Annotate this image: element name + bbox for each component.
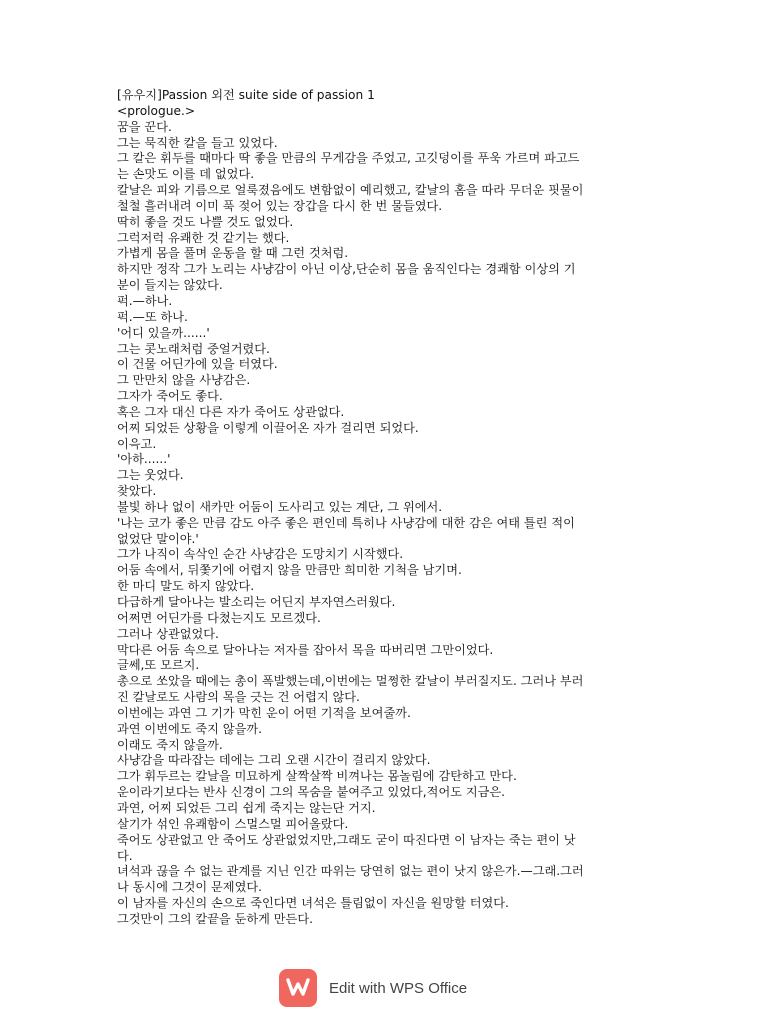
text-line: 나 동시에 그것이 문제였다. [117,880,263,895]
text-line: 그러나 상관없었다. [117,626,219,641]
text-line: [유우지]Passion 외전 suite side of passion 1 [117,88,375,102]
text-line: 혹은 그자 대신 다른 자가 죽어도 상관없다. [117,404,345,419]
text-line: 그 칼은 휘두를 때마다 딱 좋을 만큼의 무게감을 주었고, 고깃덩이를 푸욱 가르며 파고드 [117,151,580,166]
text-line: 분이 들지는 않았다. [117,278,223,293]
text-line: 그는 웃었다. [117,468,184,483]
text-line: 살기가 섞인 유쾌함이 스멀스멀 피어올랐다. [117,816,349,831]
text-line: 꿈을 꾼다. [117,119,172,134]
text-line: 그가 나직이 속삭인 순간 사냥감은 도망치기 시작했다. [117,547,404,562]
text-line: 이윽고. [117,436,157,451]
wps-w-glyph-icon [286,977,310,999]
text-line: 딱히 좋을 것도 나쁠 것도 없었다. [117,214,294,229]
wps-logo-icon [279,969,317,1007]
text-line: 한 마디 말도 하지 않았다. [117,579,255,594]
document-body [117,88,653,928]
text-line: 그가 휘두르는 칼날을 미묘하게 살짝살짝 비껴나는 몸놀림에 감탄하고 만다. [117,769,517,784]
text-line: 이 남자를 자신의 손으로 죽인다면 녀석은 틀림없이 자신을 원망할 터였다. [117,896,509,911]
text-line: '나는 코가 좋은 만큼 감도 아주 좋은 편인데 특히나 사냥감에 대한 감은 여태 틀린 적이 [117,515,575,530]
text-line: 그 만만치 않을 사냥감은. [117,373,251,388]
edit-with-wps-banner[interactable] [279,969,467,1007]
text-line: <prologue.> [117,103,196,118]
text-line: 운이라기보다는 반사 신경이 그의 목숨을 붙여주고 있었다,적어도 지금은. [117,785,506,800]
text-line: 다급하게 달아나는 발소리는 어딘지 부자연스러웠다. [117,595,396,609]
text-line: 어쩌면 어딘가를 다쳤는지도 모르겠다. [117,610,321,625]
text-line: 하지만 정작 그가 노리는 사냥감이 아닌 이상,단순히 몸을 움직인다는 경쾌함 이상의 기 [117,262,576,277]
text-line: 이 건물 어딘가에 있을 터였다. [117,357,278,372]
text-line: 이래도 죽지 않을까. [117,737,223,752]
text-line: 어찌 되었든 상황을 이렇게 이끌어온 자가 걸리면 되었다. [117,420,419,435]
text-line: 글쎄,또 모르지. [117,658,200,673]
text-line: 없었단 말이야.' [117,531,199,546]
text-line: 그럭저럭 유쾌한 것 같기는 했다. [117,230,290,245]
text-line: 과연, 어찌 되었든 그리 쉽게 죽지는 않는단 거지. [117,800,376,815]
text-line: '아하......' [117,452,171,467]
text-line: 그것만이 그의 칼끝을 둔하게 만든다. [117,911,313,926]
text-line: 퍽.—또 하나. [117,309,188,324]
text-line: 진 칼날로도 사람의 목을 긋는 건 어렵지 않다. [117,690,360,705]
text-line: 다. [117,848,133,863]
text-line: 어둠 속에서, 뒤쫓기에 어렵지 않을 만큼만 희미한 기척을 남기며. [117,563,462,578]
text-line: 과연 이번에도 죽지 않을까. [117,721,263,736]
text-line: 는 손맛도 이를 데 없었다. [117,167,255,182]
text-line: 죽어도 상관없고 안 죽어도 상관없었지만,그래도 굳이 따진다면 이 남자는 죽는 편이 낫 [117,832,576,847]
text-line: 찾았다. [117,484,157,499]
text-line: '어디 있을까......' [117,325,210,340]
text-line: 그는 묵직한 칼을 들고 있었다. [117,135,278,150]
text-line: 이번에는 과연 그 기가 막힌 운이 어떤 기적을 보여줄까. [117,705,411,720]
text-line: 퍽.—하나. [117,293,173,308]
text-line: 총으로 쏘았을 때에는 총이 폭발했는데,이번에는 멀쩡한 칼날이 부러질지도. 그러나 부러 [117,674,584,689]
text-line: 칼날은 피와 기름으로 얼룩졌음에도 변함없이 예리했고, 칼날의 홈을 따라 무더운 핏물이 [117,183,584,198]
text-line: 그자가 죽어도 좋다. [117,389,223,404]
text-line: 그는 콧노래처럼 중얼거렸다. [117,341,270,356]
text-line: 철철 흘러내려 이미 푹 젖어 있는 장갑을 다시 한 번 물들였다. [117,198,443,213]
text-line: 막다른 어둠 속으로 달아나는 저자를 잡아서 목을 따버리면 그만이었다. [117,642,494,657]
text-line: 불빛 하나 없이 새카만 어둠이 도사리고 있는 계단, 그 위에서. [117,499,443,514]
text-line: 가볍게 몸을 풀며 운동을 할 때 그런 것처럼. [117,246,349,261]
edit-with-wps-label: Edit with WPS Office [329,979,468,997]
text-line: 사냥감을 따라잡는 데에는 그리 오랜 시간이 걸리지 않았다. [117,753,431,768]
text-line: 녀석과 끊을 수 없는 관계를 지닌 인간 따위는 당연히 없는 편이 낫지 않은가.—그래.그러 [117,864,584,879]
